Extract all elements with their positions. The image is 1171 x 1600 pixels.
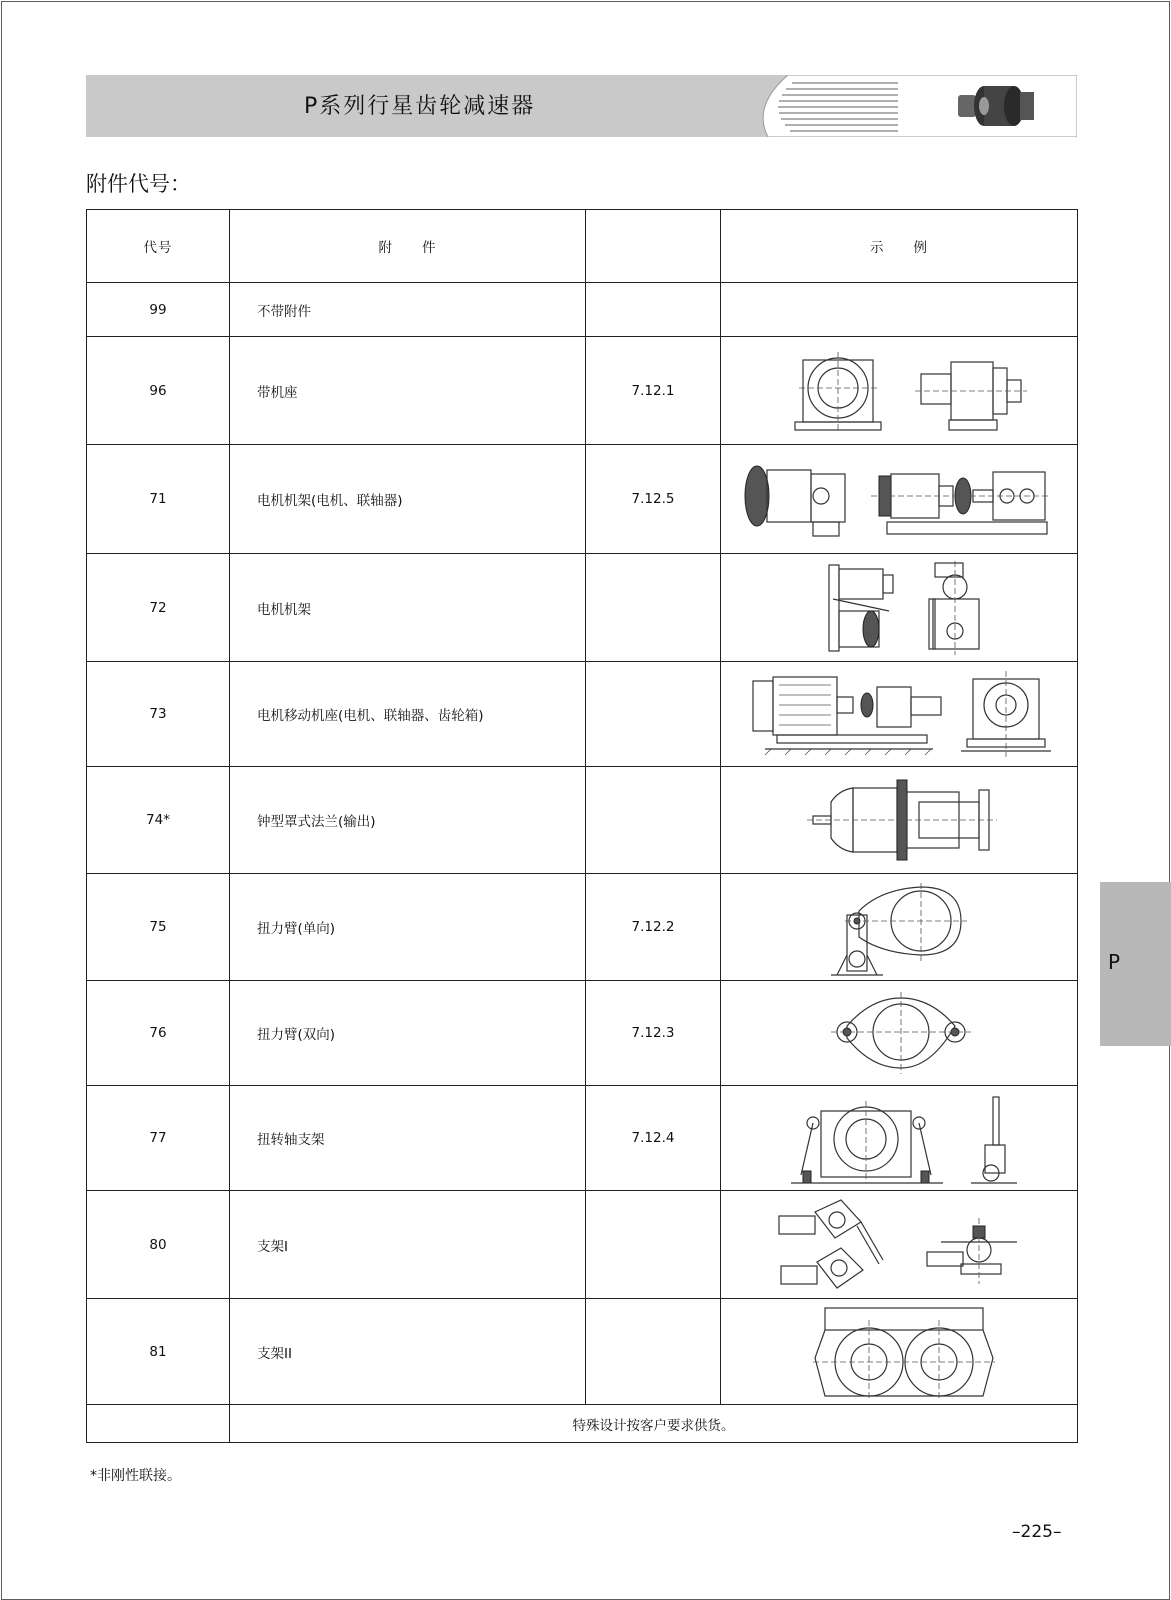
motor-frame-coupling-drawing: [721, 446, 1078, 553]
footer-note: 特殊设计按客户要求供货。: [230, 1405, 1078, 1443]
row-code: 76: [87, 981, 230, 1086]
bracket-one-drawing: [721, 1192, 1078, 1298]
row-code: 81: [87, 1299, 230, 1405]
row-example: [721, 1191, 1078, 1299]
row-code: 96: [87, 337, 230, 445]
page-title: P系列行星齿轮减速器: [304, 94, 536, 119]
header-example: 示 例: [721, 210, 1078, 283]
row-name: 支架I: [230, 1191, 586, 1299]
row-ref: [586, 767, 721, 874]
table-row: [87, 1299, 1078, 1405]
table-row: [87, 445, 1078, 554]
table-row: [87, 1191, 1078, 1299]
row-ref: [586, 554, 721, 662]
row-name: 扭力臂(双向): [230, 981, 586, 1086]
row-example: [721, 1086, 1078, 1191]
torque-arm-single-drawing: [721, 875, 1078, 980]
side-tab[interactable]: [1100, 882, 1171, 1046]
row-name: 电机机架: [230, 554, 586, 662]
row-ref: 7.12.2: [586, 874, 721, 981]
gearbox-photo: [758, 75, 1077, 137]
row-ref: [586, 283, 721, 337]
table-row: [87, 662, 1078, 767]
footer-blank: [87, 1405, 230, 1443]
table-row: [87, 283, 1078, 337]
row-example: [721, 554, 1078, 662]
row-example: [721, 767, 1078, 874]
row-example: [721, 445, 1078, 554]
table-row: [87, 337, 1078, 445]
table-footer-row: [87, 1405, 1078, 1443]
row-ref: [586, 1191, 721, 1299]
row-name: 电机机架(电机、联轴器): [230, 445, 586, 554]
header-accessory: 附 件: [230, 210, 586, 283]
row-code: 75: [87, 874, 230, 981]
row-code: 73: [87, 662, 230, 767]
table-row: [87, 874, 1078, 981]
row-code: 80: [87, 1191, 230, 1299]
row-ref: 7.12.4: [586, 1086, 721, 1191]
torsion-shaft-support-drawing: [721, 1087, 1078, 1190]
torque-arm-double-drawing: [721, 982, 1078, 1085]
table-row: [87, 981, 1078, 1086]
row-example: [721, 874, 1078, 981]
bracket-two-drawing: [721, 1300, 1078, 1404]
section-title: 附件代号：: [86, 172, 191, 196]
row-code: 72: [87, 554, 230, 662]
row-example: [721, 981, 1078, 1086]
row-name: 扭转轴支架: [230, 1086, 586, 1191]
row-name: 不带附件: [230, 283, 586, 337]
row-ref: 7.12.3: [586, 981, 721, 1086]
row-ref: 7.12.5: [586, 445, 721, 554]
row-name: 带机座: [230, 337, 586, 445]
row-example: [721, 283, 1078, 337]
table-row: [87, 1086, 1078, 1191]
page-number: –225–: [1012, 1522, 1062, 1542]
motor-sliding-base-drawing: [721, 663, 1078, 766]
row-ref: [586, 662, 721, 767]
motor-frame-drawing: [721, 555, 1078, 661]
row-name: 电机移动机座(电机、联轴器、齿轮箱): [230, 662, 586, 767]
table-row: [87, 554, 1078, 662]
header-ref: [586, 210, 721, 283]
row-example: [721, 337, 1078, 445]
row-name: 钟型罩式法兰(输出): [230, 767, 586, 874]
table-row: [87, 767, 1078, 874]
bell-housing-flange-drawing: [721, 768, 1078, 873]
row-ref: [586, 1299, 721, 1405]
row-code: 99: [87, 283, 230, 337]
foot-mount-drawing: [721, 338, 1078, 444]
row-example: [721, 662, 1078, 767]
footnote: *非刚性联接。: [90, 1468, 181, 1484]
row-code: 77: [87, 1086, 230, 1191]
row-ref: 7.12.1: [586, 337, 721, 445]
side-tab-label: P: [1108, 950, 1121, 974]
table-header-row: [87, 210, 1078, 283]
row-example: [721, 1299, 1078, 1405]
row-name: 扭力臂(单向): [230, 874, 586, 981]
row-code: 71: [87, 445, 230, 554]
header-code: 代号: [87, 210, 230, 283]
accessory-table: [86, 209, 1078, 1443]
row-code: 74*: [87, 767, 230, 874]
row-name: 支架II: [230, 1299, 586, 1405]
